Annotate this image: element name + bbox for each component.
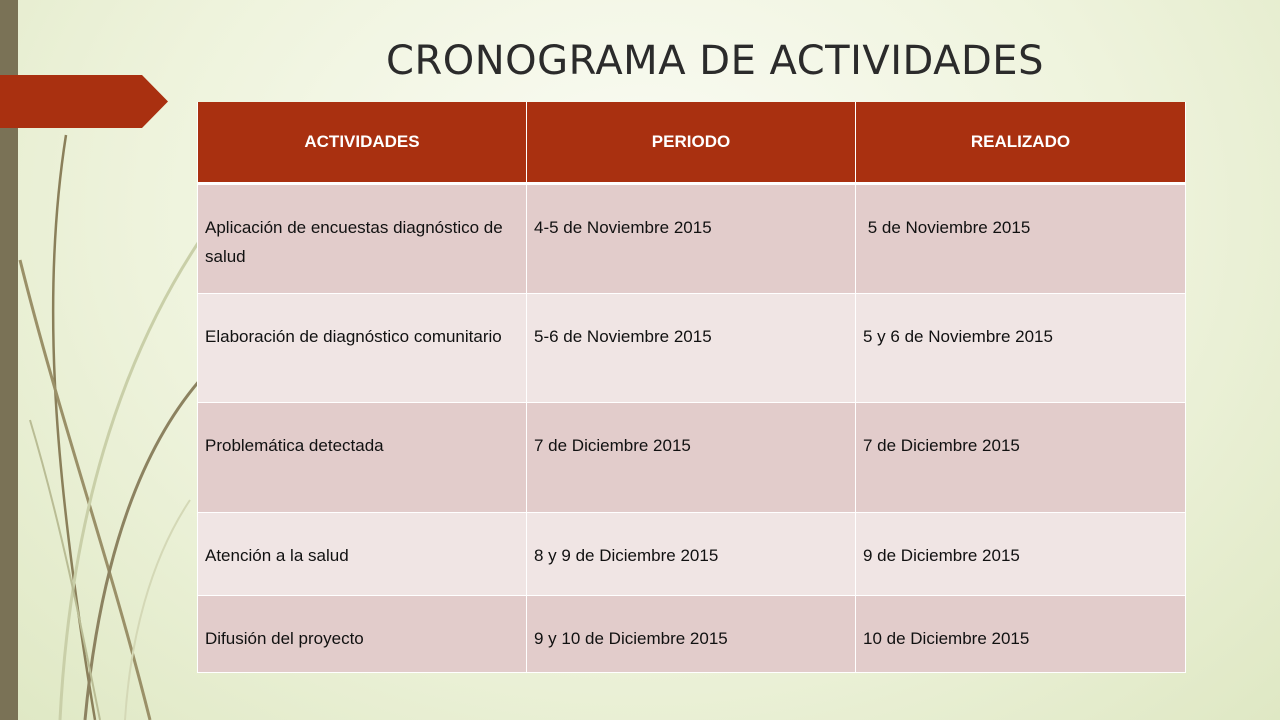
cell-realizado: 5 de Noviembre 2015 — [856, 184, 1186, 294]
cell-periodo: 4-5 de Noviembre 2015 — [527, 184, 856, 294]
cell-periodo: 9 y 10 de Diciembre 2015 — [527, 596, 856, 673]
header-periodo: PERIODO — [527, 102, 856, 184]
cell-periodo: 8 y 9 de Diciembre 2015 — [527, 513, 856, 596]
cell-actividad: Problemática detectada — [198, 403, 527, 513]
table-row — [198, 294, 1186, 403]
title-arrow-tab — [0, 75, 168, 128]
cell-realizado: 7 de Diciembre 2015 — [856, 403, 1186, 513]
cell-realizado: 9 de Diciembre 2015 — [856, 513, 1186, 596]
cell-periodo: 5-6 de Noviembre 2015 — [527, 294, 856, 403]
table-row — [198, 184, 1186, 294]
table-row — [198, 513, 1186, 596]
cell-actividad: Aplicación de encuestas diagnóstico de salud — [198, 184, 527, 294]
header-actividades: ACTIVIDADES — [198, 102, 527, 184]
table-row — [198, 596, 1186, 673]
cell-realizado: 5 y 6 de Noviembre 2015 — [856, 294, 1186, 403]
slide-title: CRONOGRAMA DE ACTIVIDADES — [386, 38, 1044, 84]
activity-schedule-table — [197, 102, 1186, 673]
table-row — [198, 403, 1186, 513]
cell-periodo: 7 de Diciembre 2015 — [527, 403, 856, 513]
header-realizado: REALIZADO — [856, 102, 1186, 184]
cell-actividad: Atención a la salud — [198, 513, 527, 596]
table-header-row — [198, 102, 1186, 184]
cell-actividad: Elaboración de diagnóstico comunitario — [198, 294, 527, 403]
cell-actividad: Difusión del proyecto — [198, 596, 527, 673]
cell-realizado: 10 de Diciembre 2015 — [856, 596, 1186, 673]
